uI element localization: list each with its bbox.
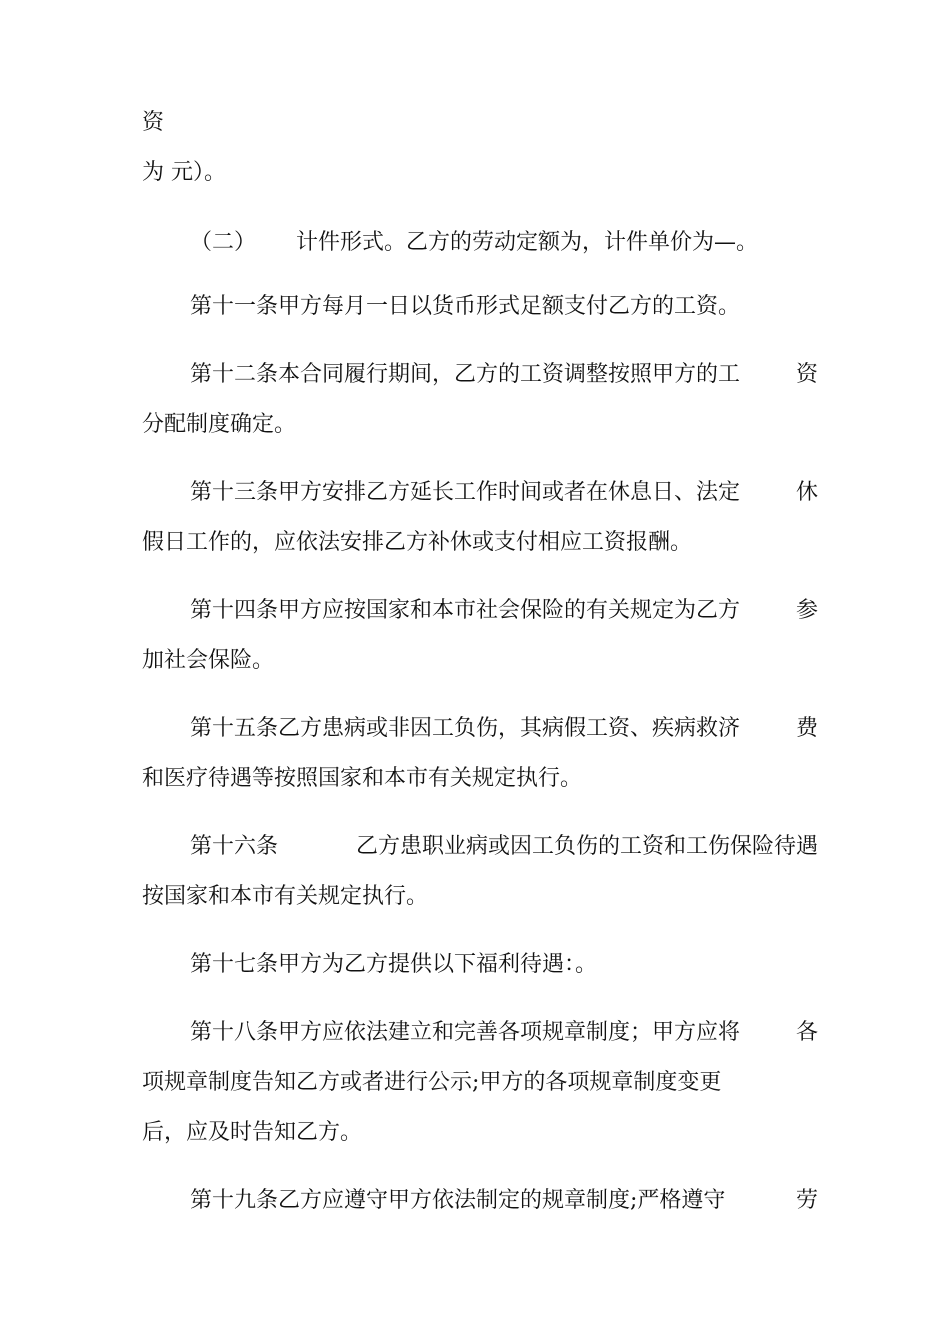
text-segment: 休	[795, 480, 818, 505]
text-segment: 乙方患职业病或因工负伤的工资和工伤保险待遇	[355, 834, 818, 859]
article-18-line-1	[190, 1018, 818, 1048]
item-number: （二）	[190, 230, 257, 255]
article-11: 第十一条甲方每月一日以货币形式足额支付乙方的工资。	[190, 294, 741, 319]
article-15-line-1	[190, 714, 818, 744]
text-segment: 第十二条本合同履行期间，乙方的工资调整按照甲方的工	[190, 362, 741, 387]
text-segment: 劳	[795, 1188, 818, 1213]
article-14-line-1	[190, 596, 818, 626]
text-segment: 第十四条甲方应按国家和本市社会保险的有关规定为乙方	[190, 598, 741, 623]
text-segment: 资	[795, 362, 818, 387]
article-15-line-2: 和医疗待遇等按照国家和本市有关规定执行。	[142, 766, 583, 791]
item-text: 计件形式。乙方的劳动定额为，计件单价为—。	[296, 230, 759, 255]
article-13-line-1	[190, 478, 818, 508]
text-segment: 各	[795, 1020, 818, 1045]
clause-item-two	[190, 228, 866, 258]
text-line: 为 元）。	[142, 160, 226, 185]
article-13-line-2: 假日工作的，应依法安排乙方补休或支付相应工资报酬。	[142, 530, 693, 555]
article-12-line-2: 分配制度确定。	[142, 412, 297, 437]
article-14-line-2: 加社会保险。	[142, 648, 275, 673]
text-segment: 费	[795, 716, 818, 741]
text-segment: 第十三条甲方安排乙方延长工作时间或者在休息日、法定	[190, 480, 741, 505]
text-segment: 第十八条甲方应依法建立和完善各项规章制度；甲方应将	[190, 1020, 741, 1045]
article-19-line-1	[190, 1186, 818, 1216]
article-17: 第十七条甲方为乙方提供以下福利待遇：。	[190, 952, 598, 977]
article-16-line-2: 按国家和本市有关规定执行。	[142, 884, 429, 909]
text-segment: 参	[795, 598, 818, 623]
text-segment: 第十六条	[190, 834, 279, 859]
text-line: 资	[142, 110, 165, 135]
article-12-line-1	[190, 360, 818, 390]
article-18-line-2: 项规章制度告知乙方或者进行公示;甲方的各项规章制度变更	[142, 1070, 722, 1095]
text-segment: 第十五条乙方患病或非因工负伤，其病假工资、疾病救济	[190, 716, 741, 741]
text-segment: 第十九条乙方应遵守甲方依法制定的规章制度;严格遵守	[190, 1188, 726, 1213]
article-16-line-1	[190, 832, 818, 862]
article-18-line-3: 后，应及时告知乙方。	[142, 1120, 363, 1145]
